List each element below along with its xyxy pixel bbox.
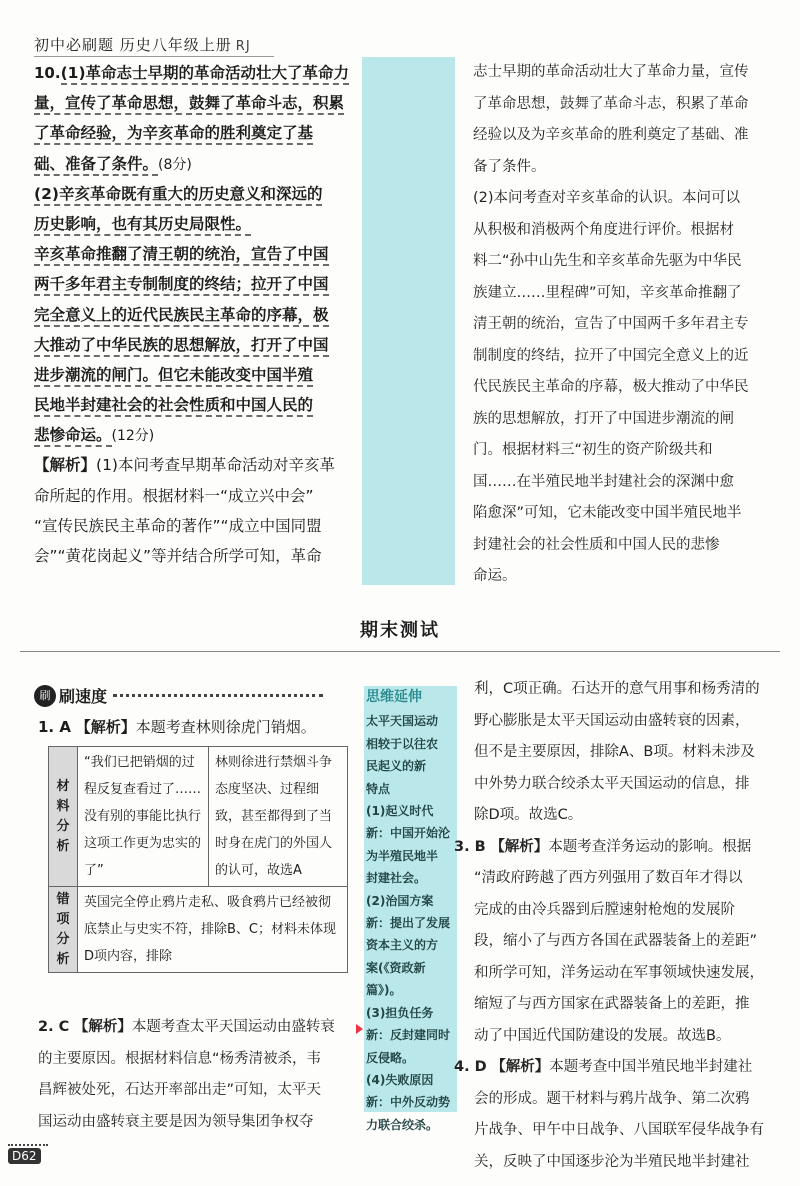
analysis-tag: 【解析】: [490, 838, 549, 855]
points-label: (8分): [158, 156, 192, 173]
text-line: 中外势力联合绞杀太平天国运动的信息，排: [474, 775, 750, 792]
text-line: 关，反映了中国逐步沦为半殖民地半封建社: [474, 1153, 750, 1170]
text-line: 动了中国近代国防建设的发展。故选B。: [474, 1027, 731, 1044]
q1-text: 本题考查林则徐虎门销烟。: [135, 718, 316, 736]
question-number: 2. C: [38, 1019, 70, 1035]
analysis-continued: [473, 57, 773, 593]
q10-line: (2)辛亥革命既有重大的历史意义和深远的: [34, 179, 350, 209]
text-line: 清王朝的统治，宣告了中国两千多年君主专: [473, 316, 749, 332]
q10-line: 大推动了中华民族的思想解放，打开了中国: [34, 330, 350, 360]
table-cell: 林则徐进行禁烟斗争态度坚决、过程细致，甚至都得到了当时身在虎门的外国人的认可，故选A: [209, 747, 348, 887]
q10-line: 了革命经验，为辛亥革命的胜利奠定了基: [34, 118, 350, 148]
box-line: (2)治国方案: [366, 893, 434, 908]
box-line: 太平天国运动: [366, 714, 439, 729]
header-rule: [34, 56, 274, 57]
text-line: 经验以及为辛亥革命的胜利奠定了基础、准: [473, 127, 749, 143]
right-bottom-column: [454, 674, 774, 1178]
text-line: 的主要原因。根据材料信息“杨秀清被杀，韦: [38, 1050, 322, 1067]
book-title: 初中必刷题 历史八年级上册: [34, 36, 232, 54]
analysis-tag: 【解析】: [73, 1019, 132, 1035]
text-line: 命运。: [473, 568, 517, 584]
text-line: 昌辉被处死，石达开率部出走”可知，太平天: [38, 1082, 322, 1098]
row-header: 材料分析: [49, 747, 78, 887]
points-label: (12分): [111, 428, 155, 445]
page-footer: [8, 1148, 41, 1164]
text-line: 制制度的终结，拉开了中国完全意义上的近: [473, 347, 749, 364]
text-line: 3. B 【解析】本题考查洋务运动的影响。根据: [454, 838, 752, 855]
q10-line: 进步潮流的闸门。但它未能改变中国半殖: [34, 360, 350, 390]
analysis-tag: 【解析】: [34, 456, 97, 475]
question-number: 10.: [34, 64, 61, 82]
text-line: 封建社会的社会性质和中国人民的悲惨: [473, 536, 720, 553]
thinking-extension-box: [366, 686, 452, 1136]
text-line: 国……在半殖民地半封建社会的深渊中愈: [473, 473, 734, 490]
text-line: 门。根据材料三“初生的资产阶级共和: [473, 442, 713, 458]
box-line: (1)起义时代: [366, 804, 434, 819]
question-number: 1. A: [38, 718, 71, 736]
text-line: 利，C项正确。石达开的意气用事和杨秀清的: [474, 681, 760, 697]
analysis-tag: 【解析】: [75, 718, 136, 736]
box-line: 新：中外反动势: [366, 1095, 451, 1110]
pointer-arrow-icon: [356, 1024, 363, 1034]
q10-line: 民地半封建社会的社会性质和中国人民的: [34, 390, 350, 420]
text-line: 4. D 【解析】本题考查中国半殖民地半封建社: [454, 1059, 753, 1075]
text-line: 野心膨胀是太平天国运动由盛转衰的因素，: [474, 712, 750, 729]
text-line: 族建立……里程碑”可知，辛亥革命推翻了: [473, 284, 742, 301]
box-line: 反侵略。: [366, 1050, 415, 1065]
text-line: 了革命思想，鼓舞了革命斗志，积累了革命: [473, 95, 749, 112]
q10-answer: [34, 58, 350, 571]
edition-label: RJ: [235, 39, 251, 54]
question-number: 3. B: [454, 838, 486, 855]
analysis-table: [48, 746, 348, 973]
box-line: 相较于以往农: [366, 736, 439, 751]
text-line: 但不是主要原因，排除A、B项。材料未涉及: [474, 744, 755, 760]
box-line: 封建社会。: [366, 871, 427, 886]
box-line: 新：提出了发展: [366, 916, 451, 931]
text-line: 除D项。故选C。: [474, 807, 583, 823]
text-line: 2. C 【解析】本题考查太平天国运动由盛转衰: [38, 1019, 335, 1035]
text-line: 和所学可知，洋务运动在军事领域快速发展，: [474, 964, 764, 981]
section-title: 期末测试: [360, 620, 440, 641]
box-line: 案(《资政新篇》)。: [366, 960, 426, 998]
text-line: 陷愈深”可知，它未能改变中国半殖民地半: [473, 505, 742, 521]
q10-line: 量，宣传了革命思想，鼓舞了革命斗志，积累: [34, 88, 350, 118]
table-row: [49, 887, 348, 973]
box-line: 新：中国开始沦: [366, 826, 451, 841]
text-line: 备了条件。: [473, 158, 546, 175]
text-line: 从积极和消极两个角度进行评价。根据材: [473, 221, 734, 238]
page-number: D62: [8, 1148, 41, 1164]
box-line: 为半殖民地半: [366, 848, 439, 863]
q10-line: 10.(1)革命志士早期的革命活动壮大了革命力: [34, 58, 350, 88]
text-line: 缩短了与西方国家在武器装备上的差距，推: [474, 996, 750, 1012]
text-line: 片战争、甲午中日战争、八国联军侵华战争有: [474, 1122, 764, 1138]
dotted-leader: [113, 694, 323, 697]
box-title: 思维延伸: [366, 689, 422, 705]
analysis-line: 【解析】(1)本问考查早期革命活动对辛亥革: [34, 456, 335, 475]
footer-dots: [8, 1144, 48, 1146]
table-cell: “我们已把销烟的过程反复查看过了……没有别的事能比执行这项工作更为忠实的了”: [78, 747, 209, 887]
box-line: (4)失败原因: [366, 1072, 434, 1087]
table-cell: 英国完全停止鸦片走私、吸食鸦片已经被彻底禁止与史实不符，排除B、C；材料未体现D项内容，排除: [78, 887, 348, 973]
text-line: “清政府跨越了西方列强用了数百年才得以: [474, 870, 743, 886]
text-line: 会的形成。题干材料与鸦片战争、第二次鸦: [474, 1090, 750, 1107]
q10-line: 两千多年君主专制制度的终结；拉开了中国: [34, 269, 350, 299]
row-header: 错项分析: [49, 887, 78, 973]
q2-block: [38, 1012, 354, 1138]
speed-badge-icon: 刷: [34, 685, 56, 707]
speed-section-label: 刷速度: [59, 687, 108, 706]
text-line: 志士早期的革命活动壮大了革命力量，宣传: [473, 64, 749, 80]
q1-line: [38, 716, 316, 737]
analysis-line: 命所起的作用。根据材料一“成立兴中会”: [34, 486, 314, 505]
q10-line: 完全意义上的近代民族民主革命的序幕，极: [34, 300, 350, 330]
q10-line: 悲惨命运。(12分): [34, 420, 350, 450]
box-line: 力联合绞杀。: [366, 1117, 439, 1132]
q10-line: 历史影响，也有其历史局限性。: [34, 209, 350, 239]
section-rule: [20, 651, 780, 652]
margin-band-top: [362, 57, 455, 585]
table-row: [49, 747, 348, 887]
box-line: 民起义的新: [366, 759, 427, 774]
text-line: 完成的由冷兵器到后膛速射枪炮的发展阶: [474, 901, 735, 918]
text-line: 段，缩小了与西方各国在武器装备上的差距”: [474, 933, 758, 949]
text-line: 国运动由盛转衰主要是因为领导集团争权夺: [38, 1113, 314, 1130]
analysis-tag: 【解析】: [491, 1059, 550, 1075]
text-line: (2)本问考查对辛亥革命的认识。本问可以: [473, 190, 741, 206]
question-number: 4. D: [454, 1059, 487, 1075]
text-line: 代民族民主革命的序幕，极大推动了中华民: [473, 379, 749, 395]
q10-line: 辛亥革命推翻了清王朝的统治，宣告了中国: [34, 239, 350, 269]
analysis-line: 会”“黄花岗起义”等并结合所学可知，革命: [34, 547, 322, 565]
box-line: 资本主义的方: [366, 938, 439, 953]
text-line: 族的思想解放，打开了中国进步潮流的闸: [473, 410, 734, 427]
box-line: 新：反封建同时: [366, 1028, 451, 1043]
q10-line: 础、准备了条件。(8分): [34, 149, 350, 179]
speed-section-header: [34, 684, 352, 710]
running-header: [34, 34, 251, 55]
box-line: (3)担负任务: [366, 1005, 434, 1020]
analysis-line: “宣传民族民主革命的著作”“成立中国同盟: [34, 516, 322, 535]
box-line: 特点: [366, 781, 391, 796]
text-line: 料二“孙中山先生和辛亥革命先驱为中华民: [473, 253, 742, 269]
